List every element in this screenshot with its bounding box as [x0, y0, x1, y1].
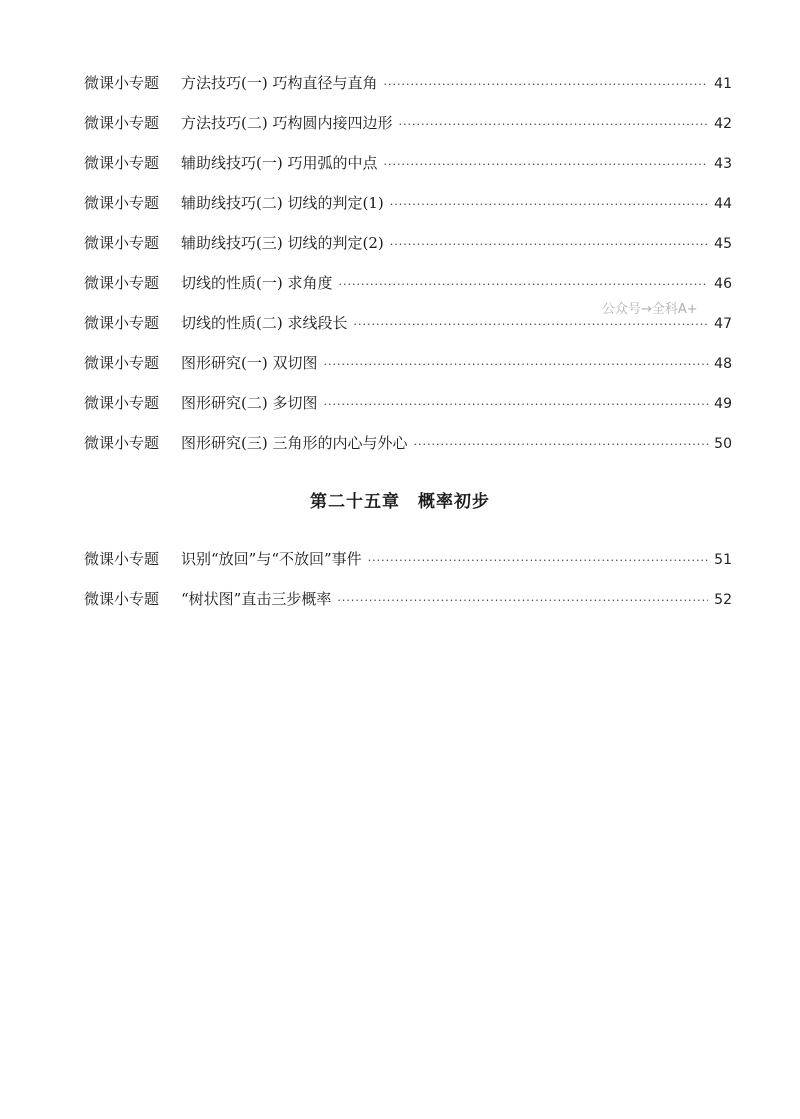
- entry-topic: 图形研究(一) 双切图: [181, 354, 318, 372]
- toc-entry[interactable]: [84, 232, 732, 272]
- watermark-text: 公众号→全科A+: [602, 302, 698, 317]
- entry-series: 微课小专题: [84, 590, 160, 608]
- entry-page-number: 48: [714, 356, 732, 372]
- dot-leader: [338, 274, 708, 296]
- entry-series: 微课小专题: [84, 354, 160, 372]
- dot-leader: [323, 394, 708, 416]
- toc-entry[interactable]: [84, 312, 732, 352]
- toc-entry[interactable]: [84, 352, 732, 392]
- entry-series: 微课小专题: [84, 394, 160, 412]
- entry-page-number: 52: [714, 592, 732, 608]
- dot-leader: [413, 434, 708, 456]
- entry-page-number: 50: [714, 436, 732, 452]
- entry-page-number: 42: [714, 116, 732, 132]
- toc-entry[interactable]: [84, 72, 732, 112]
- dot-leader: [390, 234, 708, 256]
- toc-entry[interactable]: [84, 392, 732, 432]
- dot-leader: [337, 590, 708, 612]
- entry-series: 微课小专题: [84, 114, 160, 132]
- entry-page-number: 43: [714, 156, 732, 172]
- entry-page-number: 44: [714, 196, 732, 212]
- entry-topic: 辅助线技巧(三) 切线的判定(2): [181, 234, 384, 252]
- dot-leader: [323, 354, 708, 376]
- chapter-heading: 第二十五章 概率初步: [310, 492, 490, 512]
- entry-page-number: 46: [714, 276, 732, 292]
- dot-leader: [353, 314, 708, 336]
- dot-leader: [368, 550, 708, 572]
- toc-entry[interactable]: [84, 112, 732, 152]
- entry-topic: 辅助线技巧(一) 巧用弧的中点: [181, 154, 378, 172]
- entry-page-number: 47: [714, 316, 732, 332]
- dot-leader: [383, 154, 708, 176]
- toc-entry[interactable]: [84, 192, 732, 232]
- entry-topic: 辅助线技巧(二) 切线的判定(1): [181, 194, 384, 212]
- dot-leader: [390, 194, 708, 216]
- entry-series: 微课小专题: [84, 234, 160, 252]
- entry-page-number: 41: [714, 76, 732, 92]
- entry-series: 微课小专题: [84, 314, 160, 332]
- entry-page-number: 51: [714, 552, 732, 568]
- entry-topic: “树状图”直击三步概率: [181, 590, 332, 608]
- entry-topic: 识别“放回”与“不放回”事件: [181, 550, 362, 568]
- toc-entry[interactable]: [84, 152, 732, 192]
- toc-list-section2: [84, 548, 732, 628]
- entry-topic: 图形研究(三) 三角形的内心与外心: [181, 434, 408, 452]
- entry-series: 微课小专题: [84, 74, 160, 92]
- entry-series: 微课小专题: [84, 434, 160, 452]
- toc-entry[interactable]: [84, 548, 732, 588]
- entry-page-number: 49: [714, 396, 732, 412]
- entry-series: 微课小专题: [84, 194, 160, 212]
- entry-topic: 图形研究(二) 多切图: [181, 394, 318, 412]
- toc-entry[interactable]: [84, 588, 732, 628]
- entry-topic: 切线的性质(一) 求角度: [181, 274, 333, 292]
- entry-series: 微课小专题: [84, 154, 160, 172]
- entry-topic: 方法技巧(二) 巧构圆内接四边形: [181, 114, 393, 132]
- toc-list-section1: [84, 72, 732, 472]
- entry-series: 微课小专题: [84, 274, 160, 292]
- entry-topic: 方法技巧(一) 巧构直径与直角: [181, 74, 378, 92]
- entry-series: 微课小专题: [84, 550, 160, 568]
- toc-entry[interactable]: [84, 432, 732, 472]
- dot-leader: [398, 114, 708, 136]
- entry-page-number: 45: [714, 236, 732, 252]
- dot-leader: [383, 74, 708, 96]
- entry-topic: 切线的性质(二) 求线段长: [181, 314, 348, 332]
